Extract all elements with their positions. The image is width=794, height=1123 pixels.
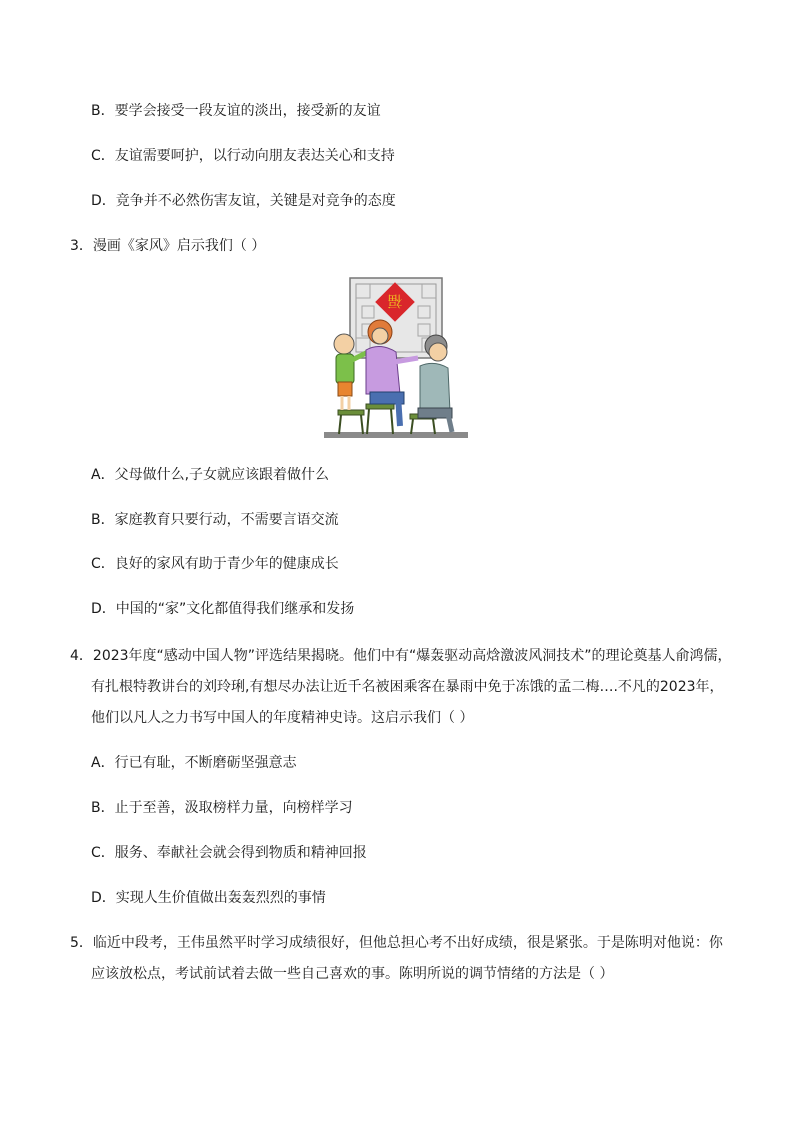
q3-option-b: B．家庭教育只要行动，不需要言语交流 xyxy=(91,512,339,528)
q4-stem-line-3: 他们以凡人之力书写中国人的年度精神史诗。这启示我们（ ） xyxy=(91,710,474,726)
q5-stem-line-2: 应该放松点，考试前试着去做一些自己喜欢的事。陈明所说的调节情绪的方法是（ ） xyxy=(91,966,614,982)
family-style-cartoon xyxy=(322,276,470,442)
q4-option-d: D．实现人生价值做出轰轰烈烈的事情 xyxy=(91,890,326,906)
cartoon-image xyxy=(322,276,470,442)
svg-text:福: 福 xyxy=(387,292,403,310)
q3-stem: 3．漫画《家风》启示我们（ ） xyxy=(70,238,266,254)
q4-option-a: A．行已有耻，不断磨砺坚强意志 xyxy=(91,755,297,771)
q4-option-c: C．服务、奉献社会就会得到物质和精神回报 xyxy=(91,845,367,861)
q2-option-b: B．要学会接受一段友谊的淡出，接受新的友谊 xyxy=(91,103,381,119)
q4-option-b: B．止于至善，汲取榜样力量，向榜样学习 xyxy=(91,800,353,816)
q5-stem-line-1: 5．临近中段考，王伟虽然平时学习成绩很好，但他总担心考不出好成绩，很是紧张。于是陈明对他说：你 xyxy=(70,935,723,951)
q3-option-c: C．良好的家风有助于青少年的健康成长 xyxy=(91,556,339,572)
q2-option-d: D．竞争并不必然伤害友谊，关键是对竞争的态度 xyxy=(91,193,396,209)
q4-stem-line-2: 有扎根特教讲台的刘玲琍,有想尽办法让近千名被困乘客在暴雨中免于冻饿的孟二梅….不凡的2023年， xyxy=(91,679,724,695)
q2-option-c: C．友谊需要呵护，以行动向朋友表达关心和支持 xyxy=(91,148,395,164)
q3-option-a: A．父母做什么,子女就应该跟着做什么 xyxy=(91,467,330,483)
q4-stem-line-1: 4．2023年度“感动中国人物”评选结果揭晓。他们中有“爆轰驱动高焓激波风洞技术”的理论奠基人俞鸿儒， xyxy=(70,648,732,664)
q3-option-d: D．中国的“家”文化都值得我们继承和发扬 xyxy=(91,601,355,617)
